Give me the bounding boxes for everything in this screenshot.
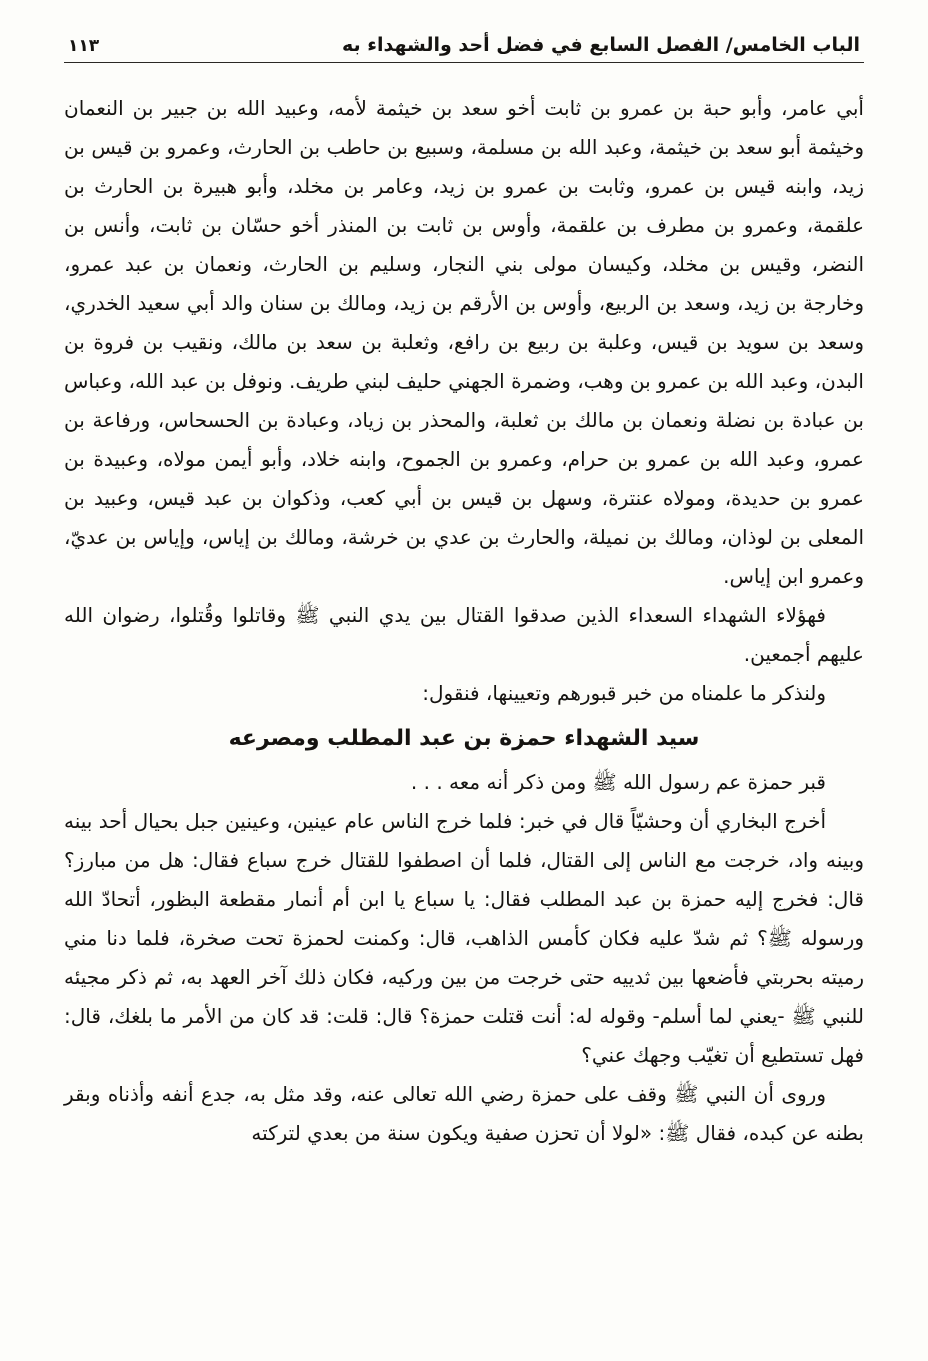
body-text xyxy=(64,89,864,1153)
paragraph-martyrs-list: أبي عامر، وأبو حبة بن عمرو بن ثابت أخو سعد بن خيثمة لأمه، وعبيد الله بن جبير بن النعمان وخيثمة أبو سعد بن خيثمة، وعبد الله بن مسلمة، وسبيع بن حاطب بن الحارث، وعمرو بن قيس بن زيد، وابنه قيس بن عمرو، وثابت بن عمرو بن زيد، وعامر بن مخلد، وأبو هبيرة بن الحارث بن علقمة، وعمرو بن مطرف بن علقمة، وأوس بن ثابت بن المنذر أخو حسّان بن ثابت، وأنس بن النضر، وقيس بن مخلد، وكيسان مولى بني النجار، وسليم بن الحارث، ونعمان بن عبد عمرو، وخارجة بن زيد، وسعد بن الربيع، وأوس بن الأرقم بن زيد، ومالك بن سنان والد أبي سعيد الخدري، وسعد بن سويد بن قيس، وعلبة بن ربيع بن رافع، وثعلبة بن سعد بن مالك، ونقيب بن فروة بن البدن، وعبد الله بن عمرو بن وهب، وضمرة الجهني حليف لبني طريف. ونوفل بن عبد الله، وعباس بن عبادة بن نضلة ونعمان بن مالك بن ثعلبة، والمحذر بن زياد، وعبادة بن الحسحاس، ورفاعة بن عمرو، وعبد الله بن عمرو بن حرام، وعمرو بن الجموح، وابنه خلاد، وأبو أيمن مولاه، وعبيدة بن عمرو بن حديدة، ومولاه عنترة، وسهل بن قيس بن أبي كعب، وذكوان بن عبد قيس، وعبيد بن المعلى بن لوذان، ومالك بن نميلة، والحارث بن عدي بن خرشة، ومالك بن إياس، وإياس بن عديّ، وعمرو ابن إياس. xyxy=(64,96,864,588)
section-heading: سيد الشهداء حمزة بن عبد المطلب ومصرعه xyxy=(228,726,700,751)
paragraph-martyrs-summary: فهؤلاء الشهداء السعداء الذين صدقوا القتال بين يدي النبي ﷺ وقاتلوا وقُتلوا، رضوان الله عليهم أجمعين. xyxy=(64,603,864,666)
paragraph-graves-intro: ولنذكر ما علمناه من خبر قبورهم وتعيينها، فنقول: xyxy=(422,681,826,705)
paragraph-bukhari-narration: أخرج البخاري أن وحشيّاً قال في خبر: فلما خرج الناس عام عينين، وعينين جبل بحيال أحد بينه وبينه واد، خرجت مع الناس إلى القتال، فلما أن اصطفوا للقتال خرج سباع فقال: هل من مبارز؟ قال: فخرج إليه حمزة بن عبد المطلب فقال: يا سباع يا ابن أم أنمار مقطعة البظور، أتحادّ الله ورسوله ﷺ؟ ثم شدّ عليه فكان كأمس الذاهب، قال: وكمنت لحمزة تحت صخرة، فلما دنا مني رميته بحربتي فأضعها بين ثدييه حتى خرجت من بين وركيه، فكان ذلك آخر العهد به، ثم ذكر مجيئه للنبي ﷺ -يعني لما أسلم- وقوله له: أنت قتلت حمزة؟ قال: قلت: قد كان من الأمر ما بلغك، قال: فهل تستطيع أن تغيّب وجهك عني؟ xyxy=(64,809,864,1067)
header-rule xyxy=(64,62,864,63)
page-header xyxy=(64,34,864,62)
chapter-title: الباب الخامس/ الفصل السابع في فضل أحد والشهداء به xyxy=(342,34,860,56)
paragraph-prophet-stood-over-hamza: وروى أن النبي ﷺ وقف على حمزة رضي الله تعالى عنه، وقد مثل به، جدع أنفه وأذناه وبقر بطنه عن كبده، فقال ﷺ: «لولا أن تحزن صفية ويكون سنة من بعدي لتركته xyxy=(64,1082,864,1145)
paragraph-hamza-grave: قبر حمزة عم رسول الله ﷺ ومن ذكر أنه معه . . . xyxy=(410,770,826,794)
page-number: ١١٣ xyxy=(68,36,100,56)
